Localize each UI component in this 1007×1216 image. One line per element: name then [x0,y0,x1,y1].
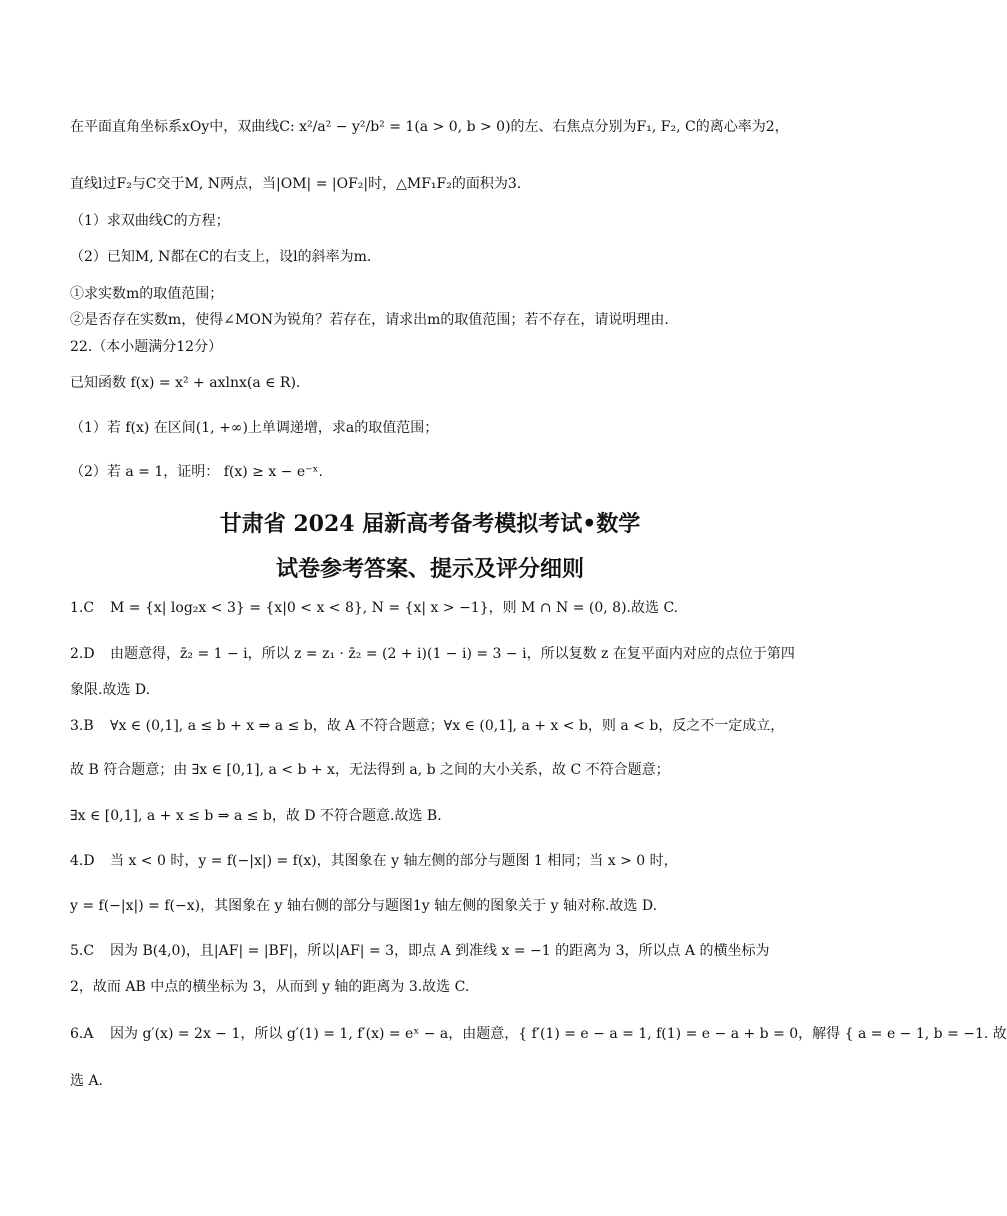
answer-text: ∃x ∈ [0,1], a + x ≤ b ⇒ a ≤ b，故 D 不符合题意.故选 B. [70,808,442,824]
answer-text: 当 x < 0 时，y = f(−|x|) = f(x)，其图象在 y 轴左侧的部分与题图 1 相同；当 x > 0 时， [110,853,678,869]
answer-text: 因为 g′(x) = 2x − 1，所以 g′(1) = 1, f′(x) = eˣ − a，由题意，{ f′(1) = e − a = 1, f(1) = e − a + b = 0，解得 { a = e − 1, b = −1. 故 [110,1026,1007,1042]
problem22-statement: 已知函数 f(x) = x² + axlnx(a ∈ R). [70,375,301,391]
answer-number: 4.D [70,853,95,869]
problem21-sub2: ②是否存在实数m，使得∠MON为锐角？若存在，请求出m的取值范围；若不存在，请说明理由. [70,312,669,328]
answer-text: 2，故而 AB 中点的横坐标为 3，从而到 y 轴的距离为 3.故选 C. [70,979,470,995]
answer-text: 故 B 符合题意；由 ∃x ∈ [0,1], a < b + x，无法得到 a, b 之间的大小关系，故 C 不符合题意； [70,762,670,778]
answer-text: 象限.故选 D. [70,682,151,698]
answer-text: 由题意得，z̄₂ = 1 − i，所以 z = z₁ · z̄₂ = (2 + i)(1 − i) = 3 − i，所以复数 z 在复平面内对应的点位于第四 [110,646,795,662]
answer-key-subtitle: 试卷参考答案、提示及评分细则 [275,556,584,582]
answer-text: ∀x ∈ (0,1], a ≤ b + x ⇒ a ≤ b，故 A 不符合题意；∀x ∈ (0,1], a + x < b，则 a < b，反之不一定成立， [110,718,785,734]
problem22-part2: （2）若 a = 1，证明： f(x) ≥ x − e⁻ˣ. [70,464,323,480]
answer-text: 因为 B(4,0)，且|AF| = |BF|，所以|AF| = 3，即点 A 到准线 x = −1 的距离为 3，所以点 A 的横坐标为 [110,943,770,959]
problem21-intro-line2: 直线l过F₂与C交于M, N两点，当|OM| = |OF₂|时，△MF₁F₂的面积为3. [70,176,522,192]
problem22-header: 22.（本小题满分12分） [70,339,223,355]
problem22-part1: （1）若 f(x) 在区间(1, +∞)上单调递增，求a的取值范围； [70,420,439,436]
answer-number: 6.A [70,1026,94,1042]
answer-text: y = f(−|x|) = f(−x)，其图象在 y 轴右侧的部分与题图1y 轴左侧的图象关于 y 轴对称.故选 D. [70,898,658,914]
answer-key-title: 甘肃省 2024 届新高考备考模拟考试•数学 [219,511,641,537]
answer-number: 2.D [70,646,95,662]
answer-number: 5.C [70,943,95,959]
answer-text: M = {x| log₂x < 3} = {x|0 < x < 8}, N = {x| x > −1}，则 M ∩ N = (0, 8).故选 C. [110,600,679,616]
problem21-part1: （1）求双曲线C的方程； [70,213,230,229]
answer-text: 选 A. [70,1073,104,1089]
answer-number: 1.C [70,600,95,616]
problem21-intro-line1: 在平面直角坐标系xOy中，双曲线C: x²/a² − y²/b² = 1(a > 0, b > 0)的左、右焦点分别为F₁, F₂, C的离心率为2， [70,119,789,135]
problem21-part2: （2）已知M, N都在C的右支上，设l的斜率为m. [70,249,372,265]
problem21-sub1: ①求实数m的取值范围； [70,286,224,302]
answer-number: 3.B [70,718,94,734]
